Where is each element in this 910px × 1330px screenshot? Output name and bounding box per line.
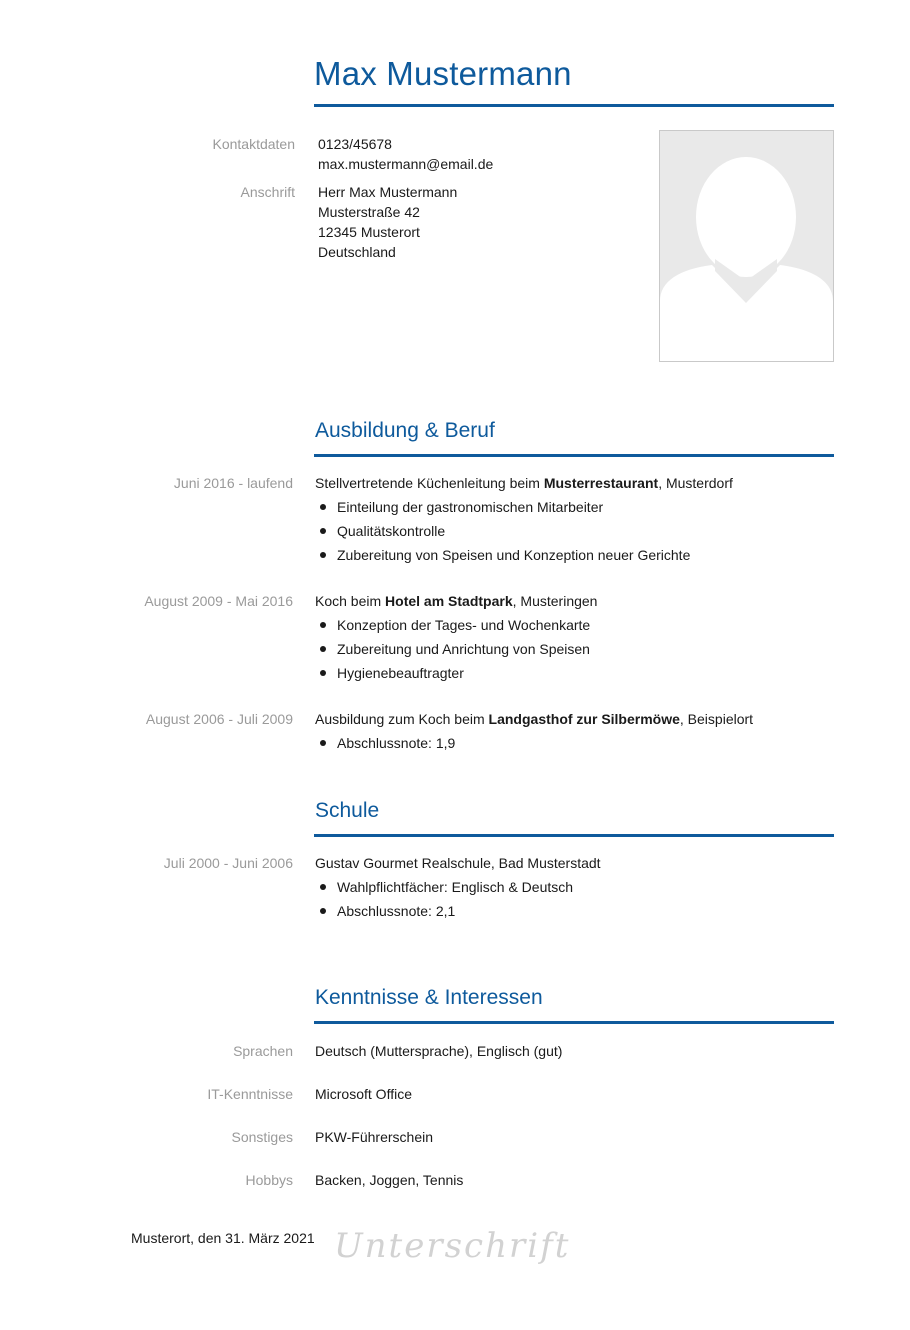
list-item: Hygienebeauftragter (315, 661, 590, 685)
list-item: Zubereitung von Speisen und Konzeption neuer Gerichte (315, 543, 690, 567)
section-divider (314, 834, 834, 837)
entry-period: Juli 2000 - Juni 2006 (163, 855, 293, 871)
list-item: Konzeption der Tages- und Wochenkarte (315, 613, 590, 637)
section-title-skills: Kenntnisse & Interessen (315, 986, 543, 1009)
entry-period: Juni 2016 - laufend (173, 475, 293, 491)
entry-bullets (315, 875, 573, 923)
entry-bullets (315, 731, 455, 755)
section-divider (314, 1021, 834, 1024)
list-item: Wahlpflichtfächer: Englisch & Deutsch (315, 875, 573, 899)
address-line: Musterstraße 42 (318, 204, 420, 220)
entry-title: Stellvertretende Küchenleitung beim Musterrestaurant, Musterdorf (315, 475, 733, 491)
skill-value: Microsoft Office (315, 1086, 412, 1102)
section-divider (314, 454, 834, 457)
address-line: Deutschland (318, 244, 396, 260)
address-label: Anschrift (240, 184, 295, 200)
place-date: Musterort, den 31. März 2021 (131, 1230, 315, 1246)
list-item: Abschlussnote: 2,1 (315, 899, 573, 923)
contact-label: Kontaktdaten (212, 136, 295, 152)
entry-period: August 2009 - Mai 2016 (144, 593, 293, 609)
title-divider (314, 104, 834, 107)
address-line: Herr Max Mustermann (318, 184, 458, 200)
skill-value: Backen, Joggen, Tennis (315, 1172, 464, 1188)
person-silhouette-icon (660, 131, 833, 361)
entry-title: Gustav Gourmet Realschule, Bad Musterstadt (315, 855, 601, 871)
phone-value: 0123/45678 (318, 136, 392, 152)
list-item: Qualitätskontrolle (315, 519, 690, 543)
skill-value: Deutsch (Muttersprache), Englisch (gut) (315, 1043, 563, 1059)
list-item: Zubereitung und Anrichtung von Speisen (315, 637, 590, 661)
entry-title: Ausbildung zum Koch beim Landgasthof zur Silbermöwe, Beispielort (315, 711, 754, 727)
entry-title: Koch beim Hotel am Stadtpark, Musteringen (315, 593, 598, 609)
entry-bullets (315, 495, 690, 567)
profile-photo (659, 130, 834, 362)
skill-label: Sonstiges (231, 1129, 293, 1145)
entry-period: August 2006 - Juli 2009 (145, 711, 293, 727)
page-title: Max Mustermann (314, 55, 572, 92)
signature: Unterschrift (334, 1226, 571, 1266)
skill-label: Hobbys (245, 1172, 293, 1188)
skill-label: Sprachen (233, 1043, 293, 1059)
skill-value: PKW-Führerschein (315, 1129, 434, 1145)
entry-bullets (315, 613, 590, 685)
email-value: max.mustermann@email.de (318, 156, 494, 172)
address-line: 12345 Musterort (318, 224, 420, 240)
list-item: Abschlussnote: 1,9 (315, 731, 455, 755)
section-title-career: Ausbildung & Beruf (315, 419, 495, 442)
list-item: Einteilung der gastronomischen Mitarbeiter (315, 495, 690, 519)
skill-label: IT-Kenntnisse (207, 1086, 293, 1102)
section-title-school: Schule (315, 799, 380, 822)
